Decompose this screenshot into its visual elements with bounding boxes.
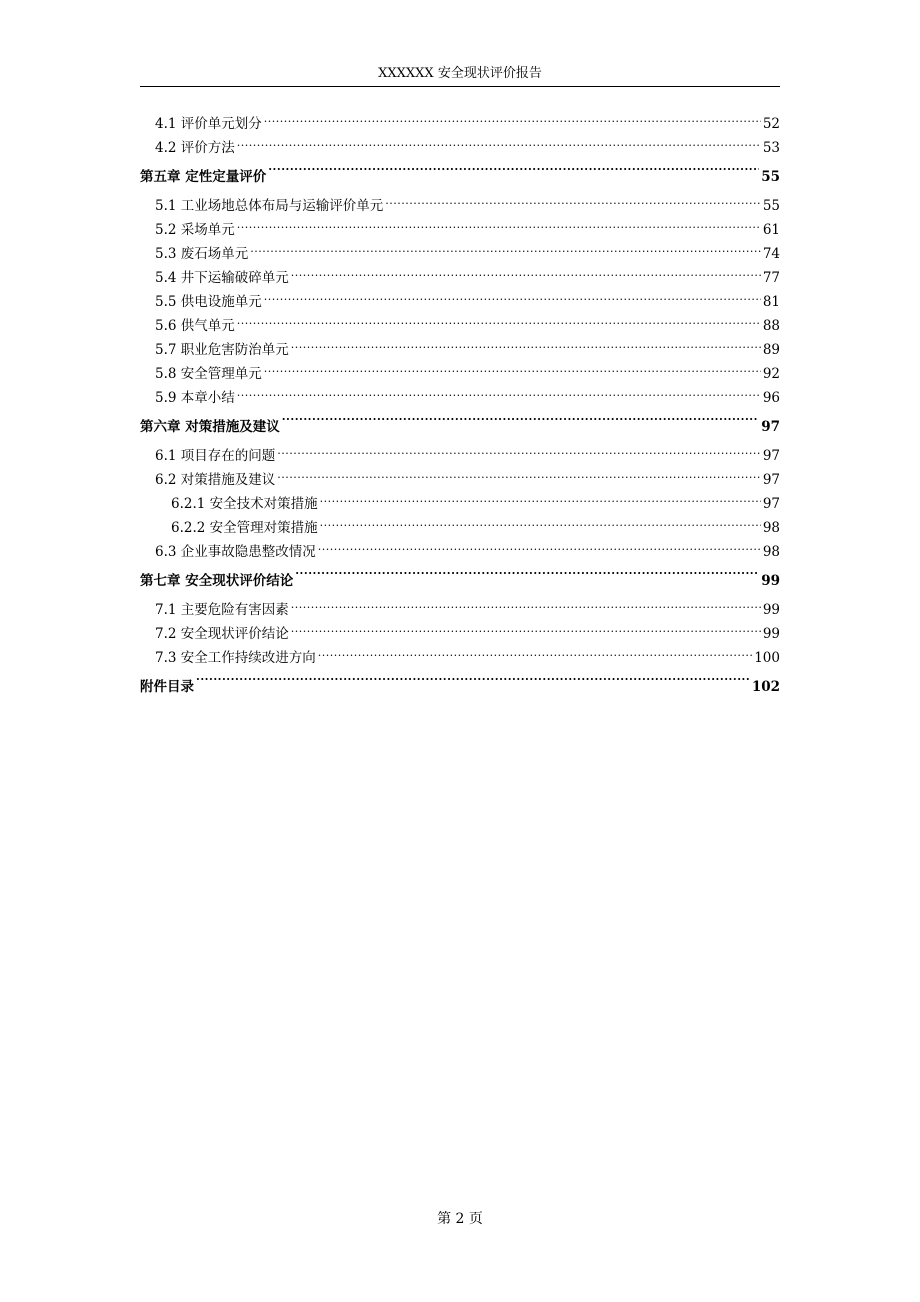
toc-entry[interactable] (140, 338, 780, 362)
toc-entry[interactable] (140, 242, 780, 266)
toc-entry-label: 5.4 井下运输破碎单元 (155, 270, 289, 286)
toc-entry[interactable] (140, 386, 780, 410)
toc-dot-leader (291, 341, 761, 355)
toc-entry-page-number: 55 (761, 169, 780, 185)
toc-dot-leader (320, 519, 761, 533)
toc-dot-leader (237, 221, 761, 235)
toc-dot-leader (320, 495, 761, 509)
toc-dot-leader (318, 649, 752, 663)
table-of-contents (140, 112, 780, 704)
toc-dot-leader (291, 625, 761, 639)
toc-dot-leader (318, 543, 761, 557)
toc-entry-page-number: 81 (762, 294, 780, 310)
toc-entry-label: 第六章 对策措施及建议 (140, 419, 280, 435)
toc-entry-page-number: 99 (762, 626, 780, 642)
toc-dot-leader (291, 601, 761, 615)
toc-entry-page-number: 97 (762, 472, 780, 488)
toc-entry-label: 4.1 评价单元划分 (155, 116, 262, 132)
toc-entry-label: 6.1 项目存在的问题 (155, 448, 276, 464)
toc-dot-leader (196, 678, 750, 692)
toc-entry-page-number: 55 (762, 198, 780, 214)
toc-entry-label: 7.1 主要危险有害因素 (155, 602, 289, 618)
toc-dot-leader (291, 269, 761, 283)
toc-entry-page-number: 52 (762, 116, 780, 132)
toc-entry-page-number: 97 (762, 496, 780, 512)
toc-entry-label: 4.2 评价方法 (155, 140, 235, 156)
toc-dot-leader (237, 389, 761, 403)
toc-entry-label: 5.3 废石场单元 (155, 246, 249, 262)
toc-entry-page-number: 96 (762, 390, 780, 406)
toc-dot-leader (250, 245, 761, 259)
header-divider (140, 86, 780, 87)
toc-entry-label: 7.3 安全工作持续改进方向 (155, 650, 316, 666)
toc-entry[interactable] (140, 290, 780, 314)
toc-entry[interactable] (140, 362, 780, 386)
toc-dot-leader (295, 572, 759, 586)
toc-entry-page-number: 88 (762, 318, 780, 334)
toc-dot-leader (264, 115, 761, 129)
toc-entry-label: 6.2.2 安全管理对策措施 (171, 520, 318, 536)
toc-chapter-entry[interactable] (140, 670, 780, 704)
toc-entry[interactable] (140, 468, 780, 492)
toc-entry[interactable] (140, 540, 780, 564)
toc-dot-leader (268, 168, 759, 182)
toc-entry[interactable] (140, 444, 780, 468)
toc-entry-page-number: 97 (761, 419, 780, 435)
toc-entry[interactable] (140, 218, 780, 242)
toc-entry[interactable] (140, 194, 780, 218)
toc-entry[interactable] (140, 314, 780, 338)
toc-chapter-entry[interactable] (140, 410, 780, 444)
toc-entry-page-number: 100 (754, 650, 780, 666)
toc-entry-label: 6.2 对策措施及建议 (155, 472, 276, 488)
toc-dot-leader (237, 139, 761, 153)
toc-entry-label: 第五章 定性定量评价 (140, 169, 267, 185)
toc-entry[interactable] (140, 598, 780, 622)
toc-dot-leader (264, 365, 761, 379)
toc-entry[interactable] (140, 112, 780, 136)
toc-entry[interactable] (140, 646, 780, 670)
toc-entry[interactable] (140, 136, 780, 160)
toc-chapter-entry[interactable] (140, 564, 780, 598)
toc-dot-leader (282, 418, 760, 432)
page-number: 第 2 页 (437, 1211, 483, 1227)
toc-entry-page-number: 77 (762, 270, 780, 286)
toc-entry-label: 5.9 本章小结 (155, 390, 235, 406)
toc-entry-page-number: 89 (762, 342, 780, 358)
toc-dot-leader (264, 293, 761, 307)
toc-entry-label: 第七章 安全现状评价结论 (140, 573, 294, 589)
page-header: XXXXXX 安全现状评价报告 (378, 66, 542, 81)
toc-entry-label: 5.6 供气单元 (155, 318, 235, 334)
toc-entry-label: 5.1 工业场地总体布局与运输评价单元 (155, 198, 384, 214)
toc-entry-label: 6.3 企业事故隐患整改情况 (155, 544, 316, 560)
toc-dot-leader (277, 471, 761, 485)
toc-entry-page-number: 53 (762, 140, 780, 156)
toc-entry[interactable] (140, 492, 780, 516)
toc-dot-leader (237, 317, 761, 331)
toc-entry-page-number: 99 (761, 573, 780, 589)
toc-chapter-entry[interactable] (140, 160, 780, 194)
toc-entry[interactable] (140, 266, 780, 290)
toc-entry-label: 5.8 安全管理单元 (155, 366, 262, 382)
toc-entry[interactable] (140, 622, 780, 646)
toc-entry-page-number: 61 (762, 222, 780, 238)
toc-entry-label: 5.7 职业危害防治单元 (155, 342, 289, 358)
toc-entry-label: 5.5 供电设施单元 (155, 294, 262, 310)
toc-entry-page-number: 98 (762, 520, 780, 536)
toc-entry-label: 5.2 采场单元 (155, 222, 235, 238)
toc-entry-label: 6.2.1 安全技术对策措施 (171, 496, 318, 512)
toc-dot-leader (385, 197, 761, 211)
toc-entry-page-number: 102 (751, 679, 780, 695)
toc-entry-label: 附件目录 (140, 679, 194, 695)
toc-entry-page-number: 92 (762, 366, 780, 382)
toc-entry-page-number: 98 (762, 544, 780, 560)
toc-entry-page-number: 97 (762, 448, 780, 464)
toc-entry-label: 7.2 安全现状评价结论 (155, 626, 289, 642)
toc-dot-leader (277, 447, 761, 461)
toc-entry[interactable] (140, 516, 780, 540)
toc-entry-page-number: 99 (762, 602, 780, 618)
toc-entry-page-number: 74 (762, 246, 780, 262)
